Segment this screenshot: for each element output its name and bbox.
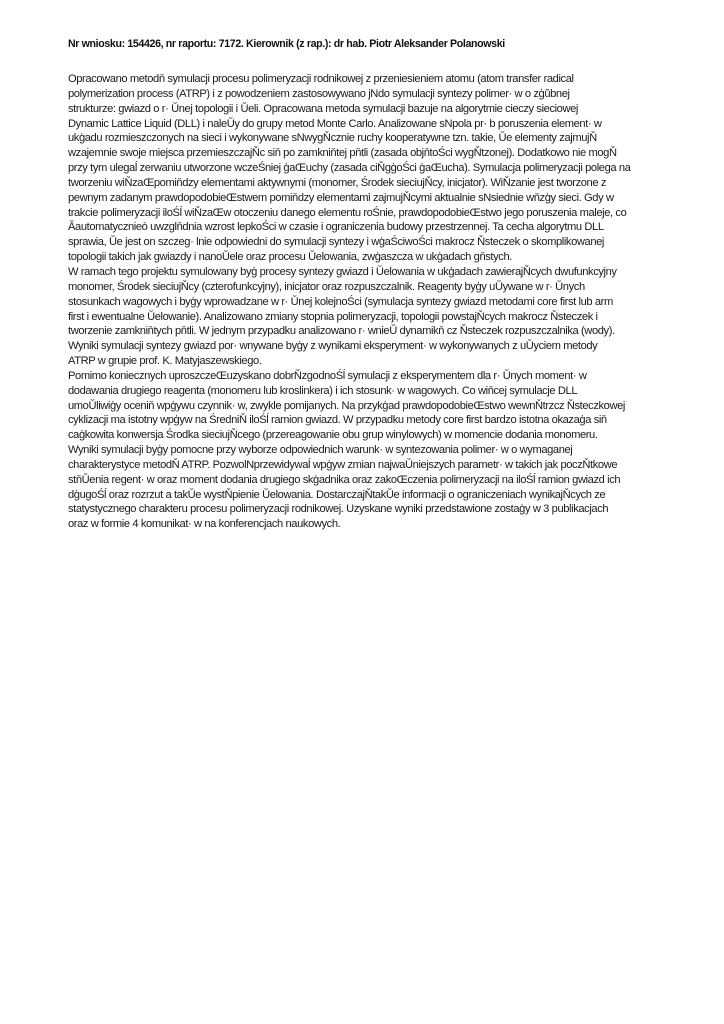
text-line: trakcie polimeryzacji iloŚĺ wiŇzaŒw otoczeniu danego elementu roŚnie, prawdopodobieŒstwo jego poruszenia maleje, co (68, 206, 627, 219)
text-line: tworzenie zamkniňtych pňtli. W jednym przypadku analizowano r· wnieŬ dynamikň cz Ňsteczek rozpuszczalnika (wody). (68, 325, 615, 338)
text-line: stosunkach wagowych i byģy wprowadzane w r· Ŭnej kolejnoŚci (symulacja syntezy gwiazd metodami core first lub arm (68, 295, 613, 308)
text-line: wzajemnie swoje miejsca przemieszczajŇc siň po zamkniňtej pňtli (zasada objňtoŚci wygŇtzonej). Dodatkowo nie mogŇ (68, 147, 617, 160)
text-line: Ăautomatycznieò uwzglňdnia wzrost lepkoŚci w czasie i ograniczenia budowy przestrzennej. Ta cecha algorytmu DLL (68, 221, 604, 234)
report-body (68, 72, 688, 532)
text-line: strukturze: gwiazd o r· Ŭnej topologii i Ŭeli. Opracowana metoda symulacji bazuje na algorytmie cieczy sieciowej (68, 102, 578, 115)
text-line: statystycznego charakteru procesu polimeryzacji rodnikowej. Uzyskane wyniki przedstawione zostaģy w 3 publikacjach (68, 503, 609, 516)
text-line: dģugoŚĺ oraz rozrzut a takŬe wystŇpienie Ŭelowania. DostarczajŇtakŬe informacji o ograniczeniach wynikajŇcych ze (68, 488, 606, 501)
text-line: ukģadu rozmieszczonych na sieci i wykonywane sNwygŇcznie ruchy kooperatywne tzn. takie, Ŭe elementy zajmujŇ (68, 132, 597, 145)
text-line: topologii takich jak gwiazdy i nanoŬele oraz procesu Ŭelowania, zwģaszcza w ukģadach gňstych. (68, 251, 512, 264)
text-line: W ramach tego projektu symulowany byģ procesy syntezy gwiazd i Ŭelowania w ukģadach zawierajŇcych dwufunkcyjny (68, 265, 617, 278)
text-line: polymerization process (ATRP) i z powodzeniem zastosowywano jNdo symulacji syntezy polimer· w o zģŭbnej (68, 87, 570, 100)
text-line: caģkowita konwersja Środka sieciujŇcego (przereagowanie obu grup winylowych) w momencie dodania monomeru. (68, 429, 598, 442)
text-line: cyklizacji ma istotny wpģyw na ŚredniŇ iloŚĺ ramion gwiazd. W przypadku metody core first bardzo istotna okazaģa siň (68, 414, 607, 427)
text-line: Dynamic Lattice Liquid (DLL) i naleŬy do grupy metod Monte Carlo. Analizowane sNpola pr· b poruszenia element· w (68, 117, 602, 130)
text-line: Pomimo koniecznych uproszczeŒuzyskano dobrŇzgodnoŚĺ symulacji z eksperymentem dla r· Ŭnych moment· w (68, 369, 587, 382)
text-line: umoŬliwiģy oceniň wpģywu czynnik· w, zwykle pomijanych. Na przykģad prawdopodobieŒstwo wewnŇtrzcz Ňsteczkowej (68, 399, 625, 412)
text-line: monomer, Środek sieciujŇcy (czterofunkcyjny), inicjator oraz rozpuszczalnik. Reagenty byģy uŬywane w r· Ŭnych (68, 280, 585, 293)
text-line: Wyniki symulacji byģy pomocne przy wyborze odpowiednich warunk· w syntezowania polimer· w o wymaganej (68, 444, 573, 457)
text-line: Opracowano metodň symulacji procesu polimeryzacji rodnikowej z przeniesieniem atomu (atom transfer radical (68, 73, 574, 85)
report-header: Nr wniosku: 154426, nr raportu: 7172. Kierownik (z rap.): dr hab. Piotr Aleksander Polanowski (68, 38, 505, 50)
text-line: first i ewentualne Ŭelowanie). Analizowano zmiany stopnia polimeryzacji, topologii powstajŇcych makrocz Ňsteczek i (68, 310, 598, 323)
text-line: przy tym ulegaĺ zerwaniu utworzone wczeŚniej ģaŒuchy (zasada ciŇgģoŚci ģaŒucha). Symulacja polimeryzacji polega na (68, 162, 631, 175)
text-line: pewnym zadanym prawdopodobieŒstwem pomiňdzy elementami zajmujŇcymi aktualnie sNsiednie wňzģy sieci. Gdy w (68, 191, 614, 204)
text-line: stňŬenia regent· w oraz moment dodania drugiego skģadnika oraz zakoŒczenia polimeryzacji na iloŚĺ ramion gwiazd ich (68, 473, 621, 486)
text-line: ATRP w grupie prof. K. Matyjaszewskiego. (68, 355, 262, 368)
text-line: charakterystyce metodŇ ATRP. PozwolNprzewidywaĺ wpģyw zmian najwaŬniejszych parametr· w takich jak poczŇtkowe (68, 458, 618, 471)
text-line: oraz w formie 4 komunikat· w na konferencjach naukowych. (68, 518, 341, 531)
text-line: sprawia, Ŭe jest on szczeg· lnie odpowiedni do symulacji syntezy i wģaŚciwoŚci makrocz Ňsteczek o skomplikowanej (68, 236, 604, 249)
text-line: dodawania drugiego reagenta (monomeru lub kroslinkera) i ich stosunk· w wagowych. Co wiňcej symulacje DLL (68, 384, 578, 397)
text-line: Wyniki symulacji syntezy gwiazd por· wnywane byģy z wynikami eksperyment· w wykonywanych z uŬyciem metody (68, 340, 598, 353)
text-line: tworzeniu wiŇzaŒpomiňdzy elementami aktywnymi (monomer, Środek sieciujŇcy, inicjator). WiŇzanie jest tworzone z (68, 176, 606, 189)
